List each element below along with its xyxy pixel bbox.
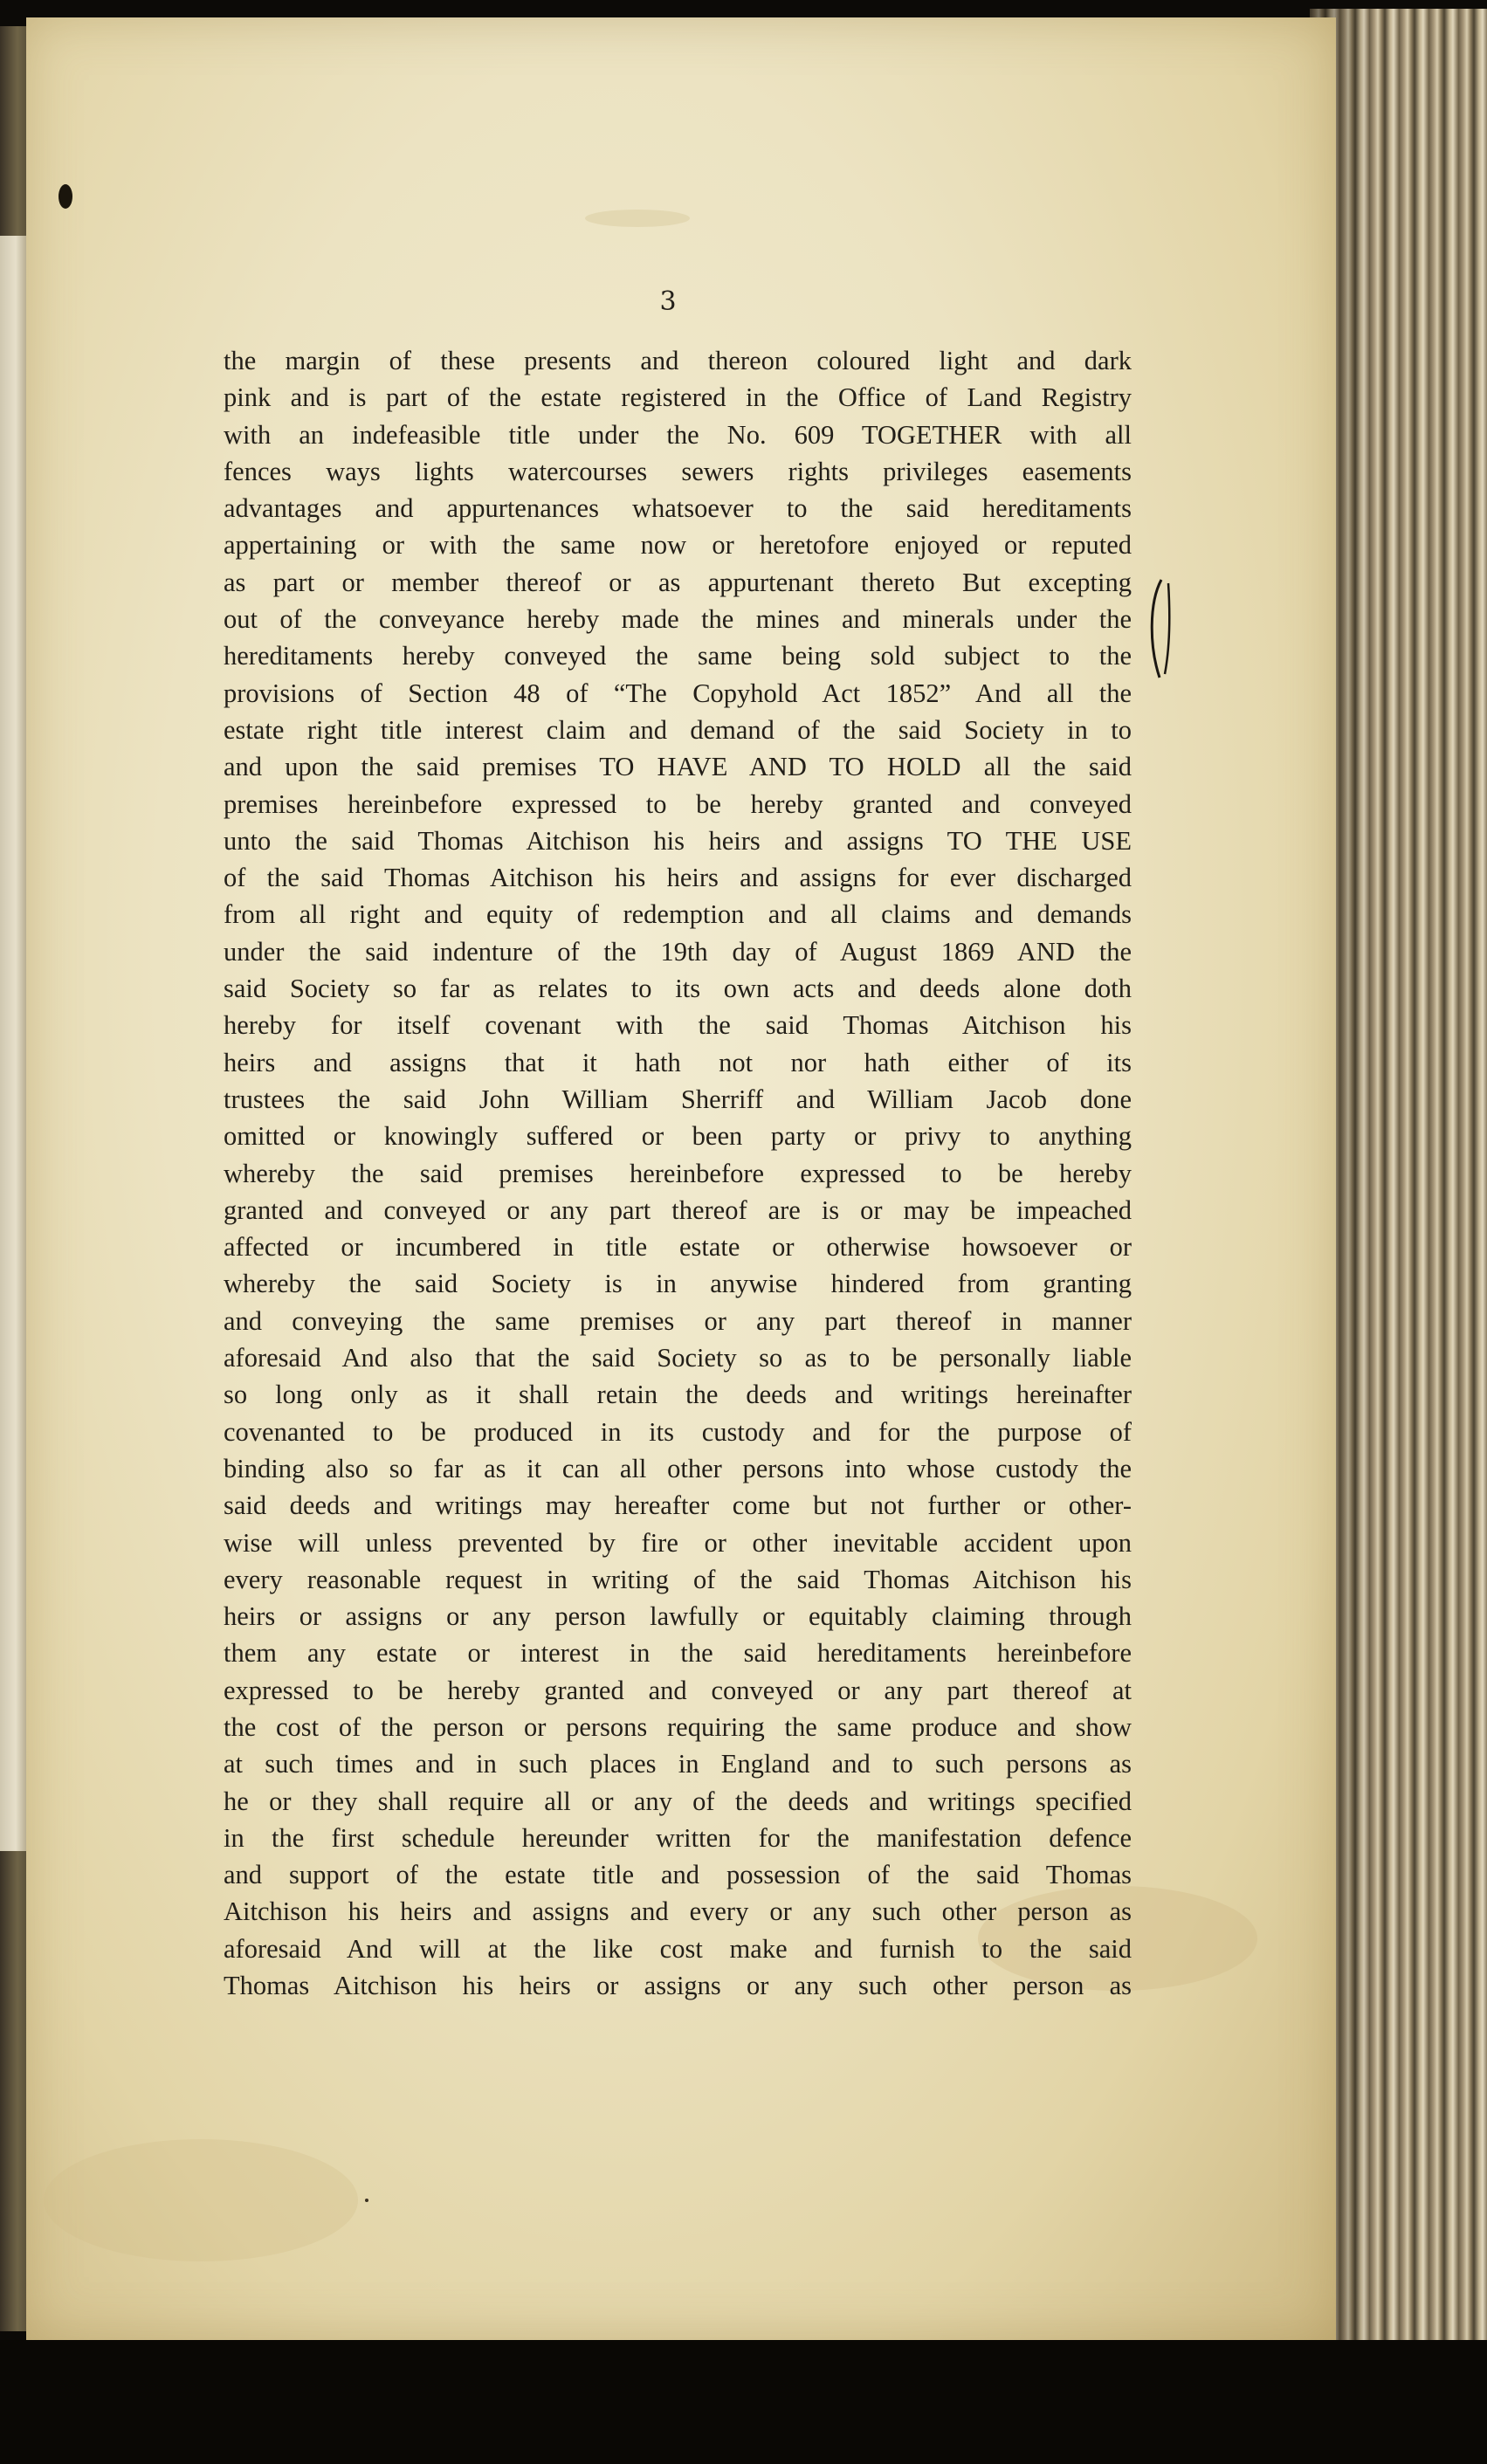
text-line: heirs and assigns that it hath not nor hath either of its [224,1047,1132,1077]
handwritten-bracket-mark [1142,576,1177,681]
text-line: whereby the said Society is in anywise hindered from granting [224,1269,1132,1299]
text-line: said Society so far as relates to its own acts and deeds alone doth [224,974,1132,1004]
text-line: with an indefeasible title under the No. 609 TOGETHER with all [224,419,1132,450]
text-line: at such times and in such places in England and to such persons as [224,1749,1132,1779]
text-line: granted and conveyed or any part thereof are is or may be impeached [224,1194,1132,1225]
document-page [26,17,1336,2340]
text-line: omitted or knowingly suffered or been party or privy to anything [224,1121,1132,1152]
text-line: every reasonable request in writing of the said Thomas Aitchison his [224,1564,1132,1594]
text-line: unto the said Thomas Aitchison his heirs and assigns TO THE USE [224,825,1132,856]
text-line: he or they shall require all or any of the deeds and writings specified [224,1786,1132,1816]
text-line: wise will unless prevented by fire or other inevitable accident upon [224,1527,1132,1558]
text-line: and conveying the same premises or any part thereof in manner [224,1305,1132,1336]
text-line: the cost of the person or persons requiring the same produce and show [224,1711,1132,1742]
text-line: heirs or assigns or any person lawfully or equitably claiming through [224,1601,1132,1632]
text-line: provisions of Section 48 of “The Copyhold Act 1852” And all the [224,678,1132,708]
text-line: hereditaments hereby conveyed the same being sold subject to the [224,641,1132,671]
text-line: fences ways lights watercourses sewers rights privileges easements [224,456,1132,486]
text-line: said deeds and writings may hereafter come but not further or other- [224,1490,1132,1521]
text-line: Thomas Aitchison his heirs or assigns or any such other person as [224,1971,1132,2001]
text-line: Aitchison his heirs and assigns and every or any such other person as [224,1896,1132,1927]
text-line: aforesaid And will at the like cost make and furnish to the said [224,1933,1132,1964]
text-line: premises hereinbefore expressed to be hereby granted and conveyed [224,788,1132,819]
text-line: appertaining or with the same now or heretofore enjoyed or reputed [224,530,1132,561]
text-line: aforesaid And also that the said Society so as to be personally liable [224,1343,1132,1373]
scan-background [0,2340,1487,2464]
text-line: affected or incumbered in title estate or otherwise howsoever or [224,1232,1132,1263]
facing-page-edge [0,236,26,1851]
text-line: them any estate or interest in the said hereditaments hereinbefore [224,1638,1132,1669]
text-line: trustees the said John William Sherriff and William Jacob done [224,1084,1132,1114]
text-line: of the said Thomas Aitchison his heirs and assigns for ever discharged [224,863,1132,893]
text-line: advantages and appurtenances whatsoever to the said hereditaments [224,493,1132,524]
text-line: under the said indenture of the 19th day of August 1869 AND the [224,936,1132,967]
text-line: hereby for itself covenant with the said Thomas Aitchison his [224,1010,1132,1041]
text-line: as part or member thereof or as appurtenant thereto But excepting [224,567,1132,597]
text-line: whereby the said premises hereinbefore expressed to be hereby [224,1158,1132,1188]
text-line: in the first schedule hereunder written for the manifestation defence [224,1822,1132,1853]
text-line: pink and is part of the estate registered in the Office of Land Registry [224,382,1132,413]
text-line: and upon the said premises TO HAVE AND TO HOLD all the said [224,752,1132,782]
deed-body-text [224,342,1132,2004]
text-line: the margin of these presents and thereon coloured light and dark [224,346,1132,375]
text-line: so long only as it shall retain the deeds and writings hereinafter [224,1380,1132,1410]
text-line: from all right and equity of redemption and all claims and demands [224,899,1132,930]
text-line: estate right title interest claim and demand of the said Society in to [224,714,1132,745]
text-line: expressed to be hereby granted and conveyed or any part thereof at [224,1675,1132,1705]
text-line: and support of the estate title and possession of the said Thomas [224,1860,1132,1890]
text-line: covenanted to be produced in its custody and for the purpose of [224,1416,1132,1447]
page-number: 3 [659,286,677,317]
text-line: out of the conveyance hereby made the mines and minerals under the [224,604,1132,635]
text-line: binding also so far as it can all other persons into whose custody the [224,1453,1132,1483]
